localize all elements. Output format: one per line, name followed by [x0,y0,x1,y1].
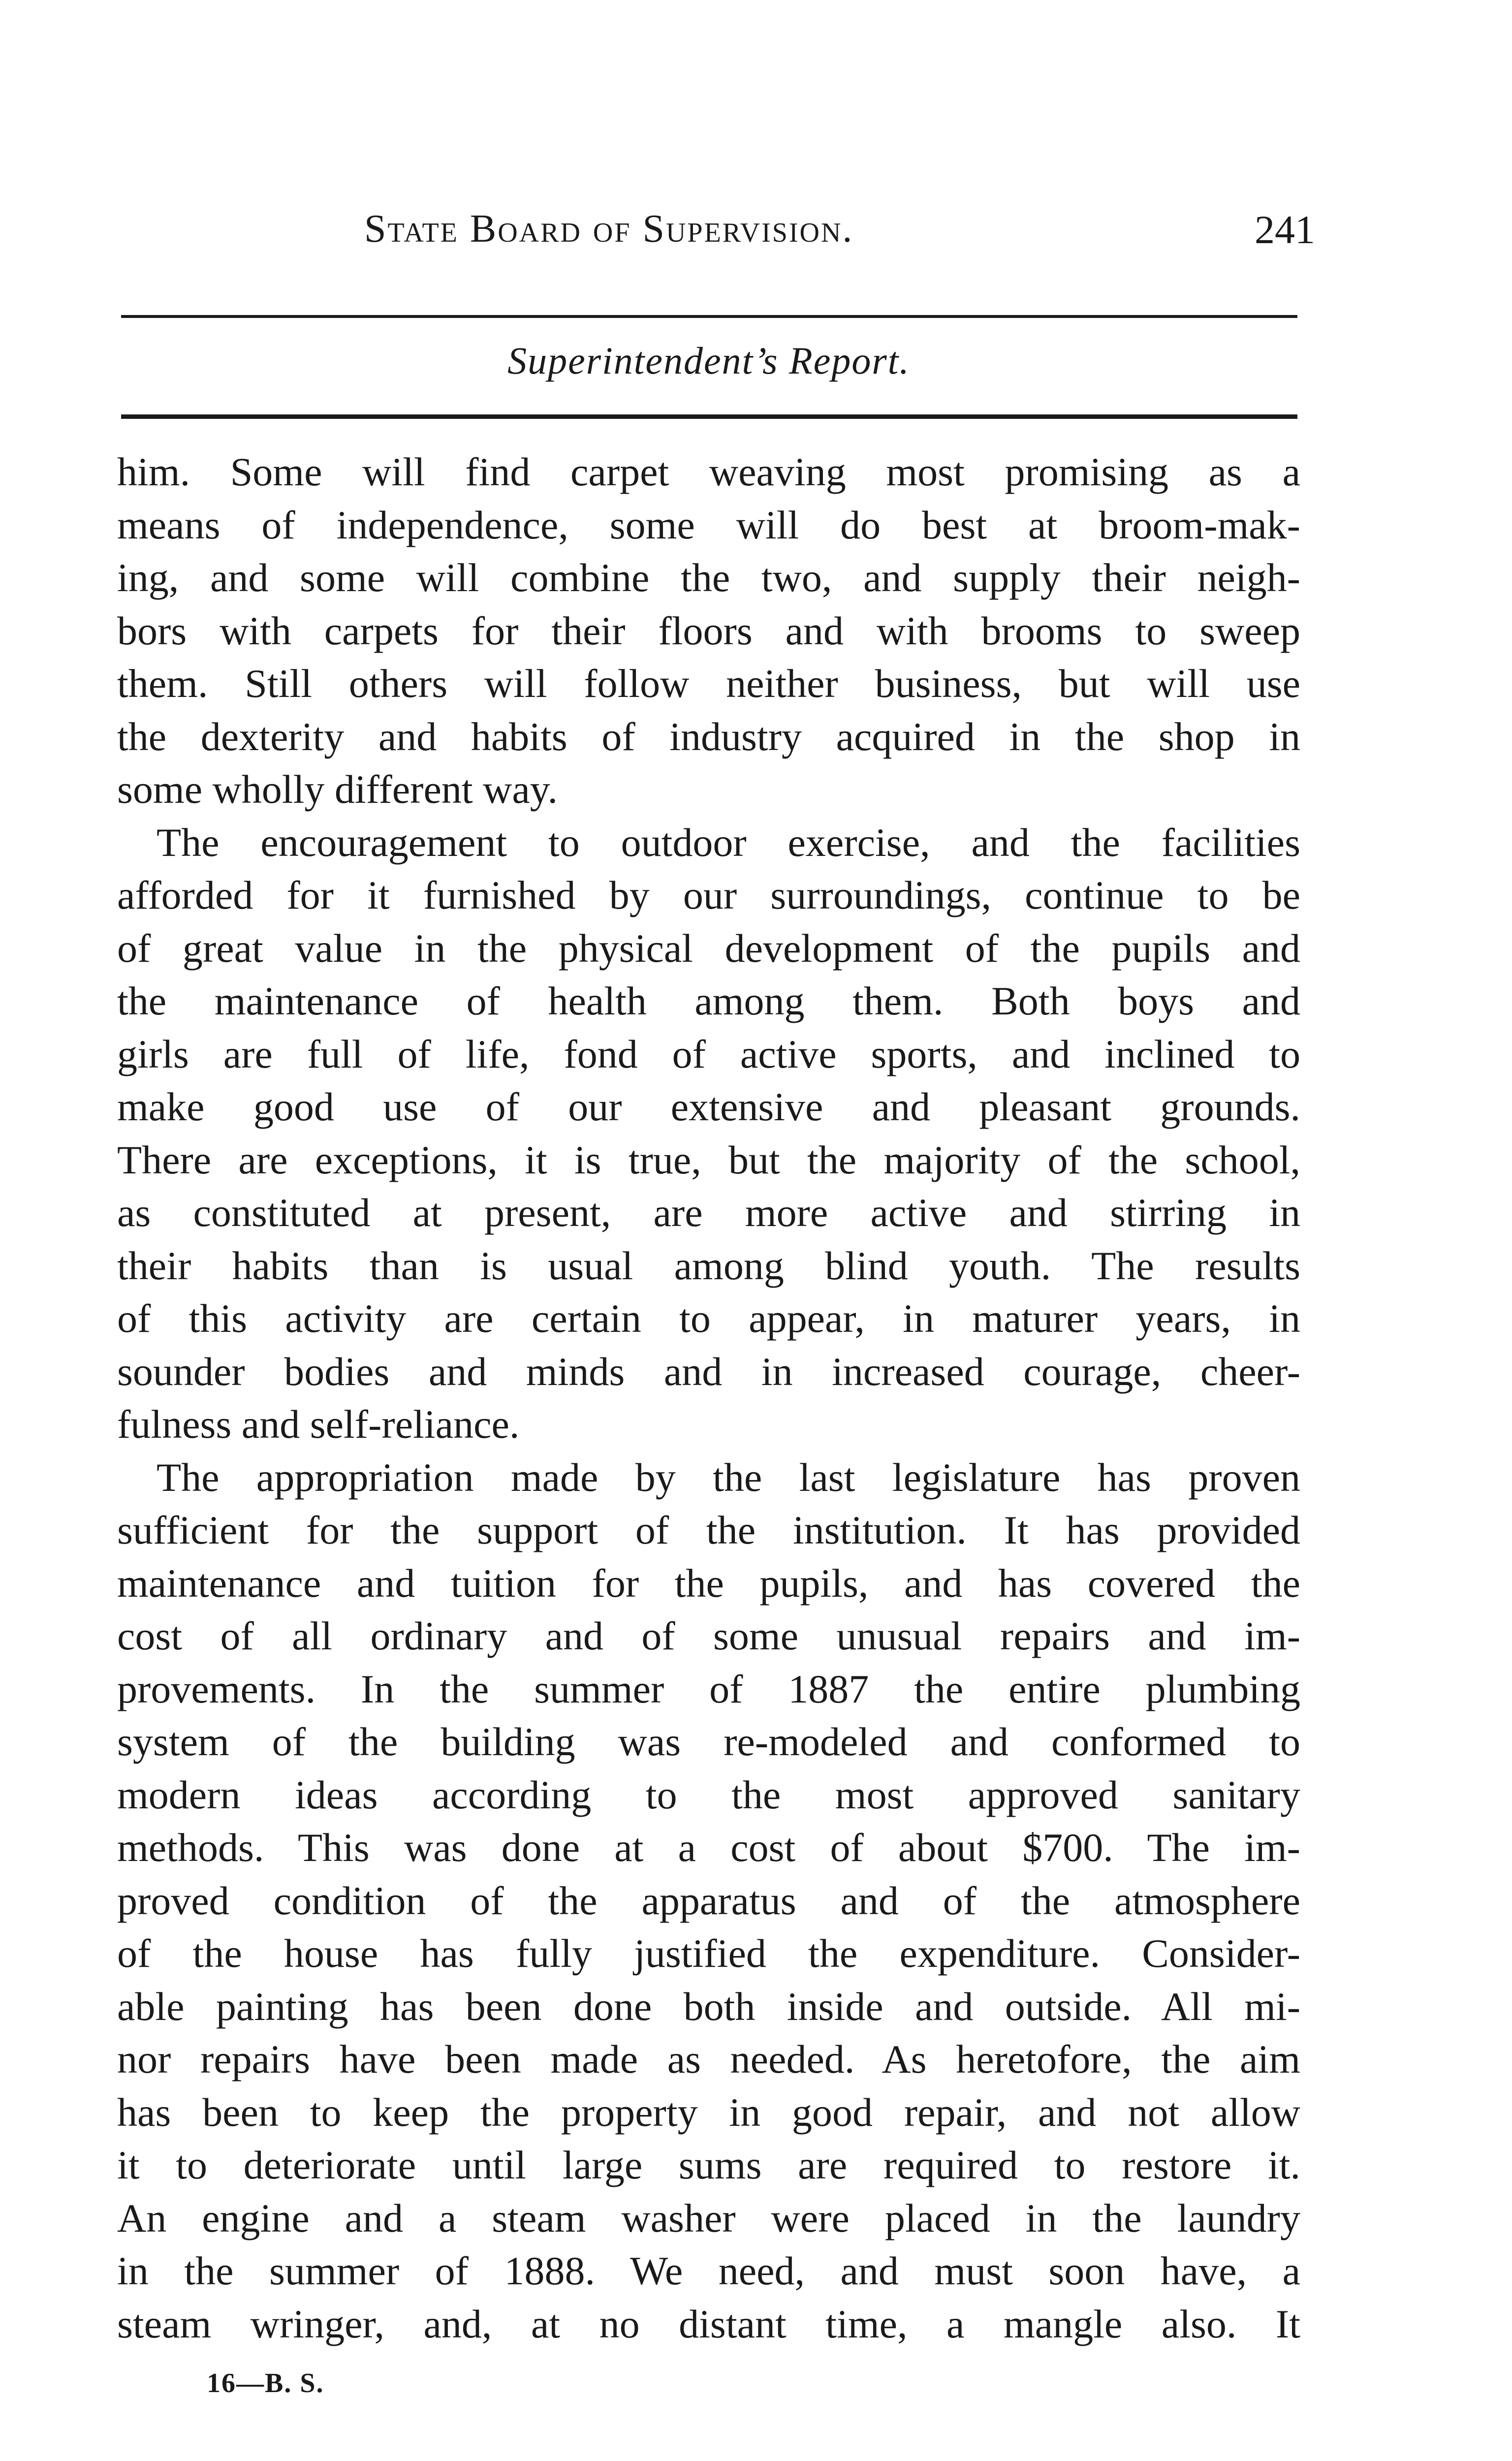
text-line: cost of all ordinary and of some unusual repairs and im- [117,1613,1300,1658]
text-line: ing, and some will combine the two, and supply their neigh- [117,555,1300,600]
text-line: make good use of our extensive and pleasant grounds. [117,1084,1300,1129]
text-line: able painting has been done both inside and outside. All mi- [117,1984,1300,2029]
text-line: him. Some will find carpet weaving most promising as a [117,449,1300,494]
text-line: of great value in the physical development of the pupils and [117,925,1300,971]
text-line: has been to keep the property in good repair, and not allow [117,2089,1300,2135]
text-line: methods. This was done at a cost of about $700. The im- [117,1825,1300,1870]
text-line: girls are full of life, fond of active sports, and inclined to [117,1031,1300,1076]
text-line: modern ideas according to the most approved sanitary [117,1772,1300,1817]
running-title: State Board of Supervision. [364,207,854,251]
body-text [117,445,1300,2350]
text-line: steam wringer, and, at no distant time, a mangle also. It [117,2301,1300,2346]
text-line: fulness and self-reliance. [117,1402,520,1447]
text-line: as constituted at present, are more active and stirring in [117,1190,1300,1235]
text-line: of the house has fully justified the expenditure. Consider- [117,1931,1300,1976]
text-line: the maintenance of health among them. Both boys and [117,978,1300,1023]
page-number: 241 [1255,207,1315,252]
text-line: system of the building was re-modeled and conformed to [117,1719,1300,1764]
text-line: bors with carpets for their floors and with brooms to sweep [117,608,1300,653]
text-line: it to deteriorate until large sums are required to restore it. [117,2143,1300,2187]
text-line: sufficient for the support of the institution. It has provided [117,1508,1300,1552]
text-line: them. Still others will follow neither business, but will use [117,661,1300,706]
text-line: There are exceptions, it is true, but the majority of the school, [117,1137,1300,1182]
header-rule-bottom [121,414,1297,419]
text-line: afforded for it furnished by our surroundings, continue to be [117,873,1300,917]
text-line: of this activity are certain to appear, in maturer years, in [117,1296,1300,1341]
text-line: some wholly different way. [117,767,558,812]
text-line: maintenance and tuition for the pupils, and has covered the [117,1560,1300,1606]
text-line: The encouragement to outdoor exercise, and the facilities [157,820,1300,865]
text-line: The appropriation made by the last legislature has proven [157,1454,1300,1500]
signature-mark: 16—B. S. [207,2368,324,2398]
text-line: their habits than is usual among blind youth. The results [117,1243,1300,1288]
text-line: means of independence, some will do best at broom-mak- [117,502,1300,547]
section-title: Superintendent’s Report. [507,339,910,382]
text-line: the dexterity and habits of industry acquired in the shop in [117,714,1300,759]
text-line: proved condition of the apparatus and of the atmosphere [117,1878,1300,1923]
header-rule-top [121,315,1297,318]
text-line: in the summer of 1888. We need, and must soon have, a [117,2248,1300,2293]
text-line: nor repairs have been made as needed. As heretofore, the aim [117,2037,1300,2082]
text-line: provements. In the summer of 1887 the entire plumbing [117,1666,1300,1711]
text-line: An engine and a steam washer were placed in the laundry [117,2195,1300,2240]
text-line: sounder bodies and minds and in increased courage, cheer- [117,1349,1300,1394]
